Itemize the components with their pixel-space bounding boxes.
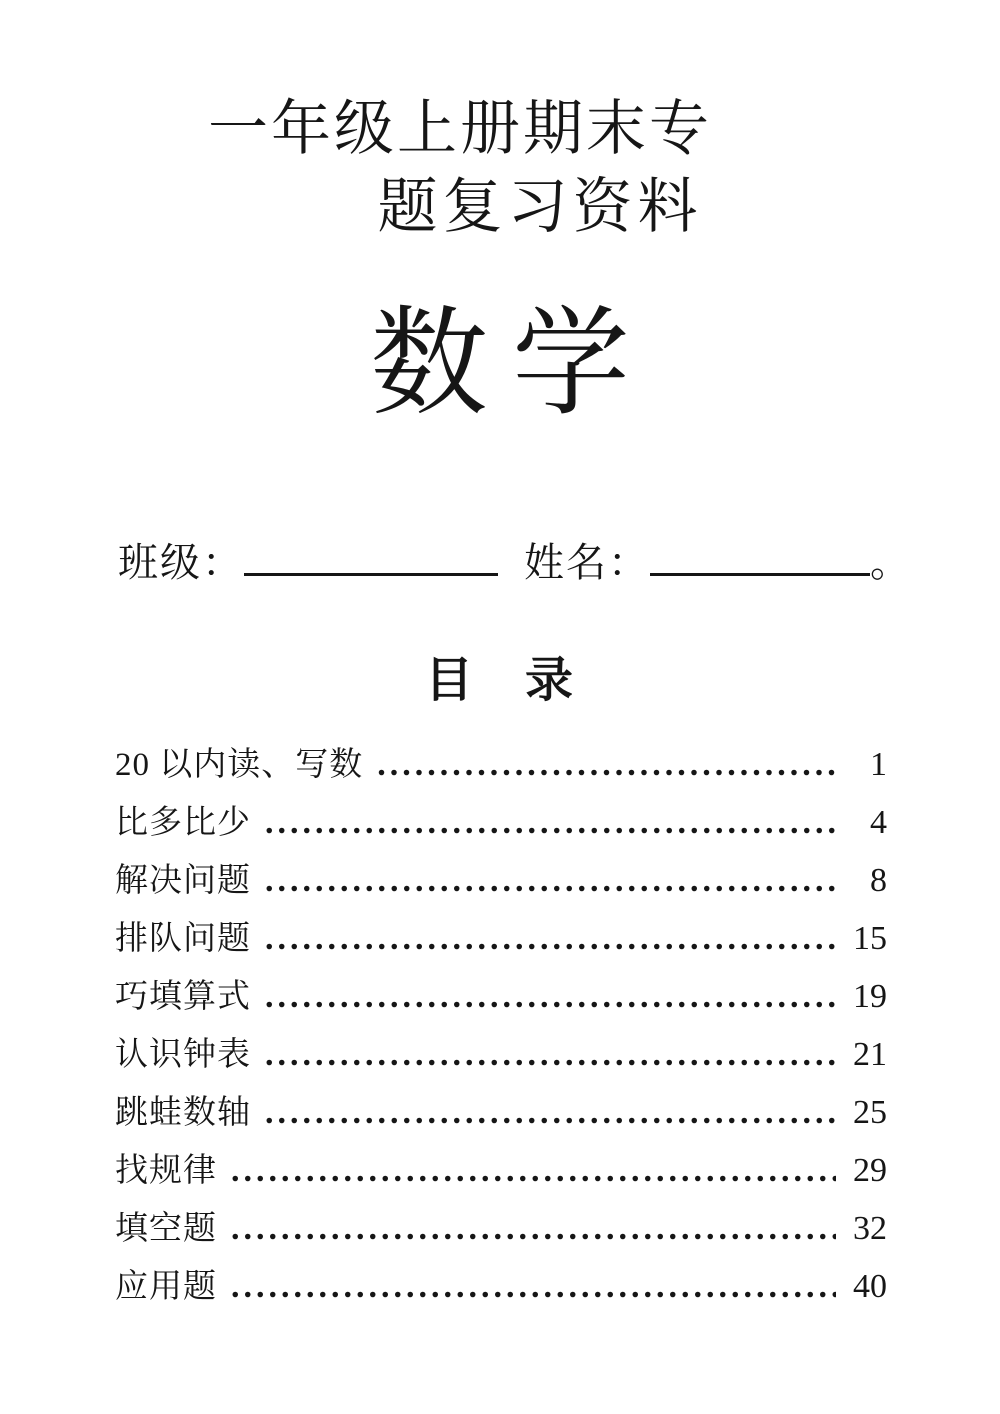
toc-entry-page: 32 — [853, 1210, 887, 1247]
toc-leader-dots — [265, 1026, 836, 1084]
toc-entry — [115, 968, 887, 1026]
toc-entry-page: 15 — [853, 920, 887, 957]
toc-entry — [115, 1200, 887, 1258]
toc-entry — [115, 910, 887, 968]
toc-entry — [115, 1142, 887, 1200]
toc-entry-label: 认识钟表 — [115, 1037, 251, 1073]
toc-entry-page: 29 — [853, 1152, 887, 1189]
toc-leader-dots — [265, 1084, 836, 1142]
toc-entry-page: 21 — [853, 1036, 887, 1073]
subject-title: 数学 — [369, 299, 654, 430]
class-blank-field — [244, 536, 498, 576]
toc-entry-page: 40 — [853, 1268, 887, 1305]
toc-entry — [115, 794, 887, 852]
toc-entry-label: 巧填算式 — [115, 979, 251, 1015]
toc-leader-dots — [231, 1200, 836, 1258]
name-label: 姓名： — [524, 540, 650, 585]
toc-entry-label: 20 以内读、写数 — [115, 747, 364, 783]
document-title-line1: 一年级上册期末专 — [208, 96, 712, 162]
toc-entry — [115, 1258, 887, 1316]
document-title-line2: 题复习资料 — [377, 174, 703, 240]
toc-leader-dots — [231, 1258, 836, 1316]
toc-entry-label: 应用题 — [115, 1269, 217, 1305]
sentence-period: 。 — [870, 540, 910, 585]
toc-leader-dots — [265, 968, 836, 1026]
toc-heading: 目 录 — [424, 654, 575, 707]
toc-entry-page: 1 — [870, 746, 887, 783]
title-block — [0, 0, 1000, 246]
toc-entry — [115, 736, 887, 794]
name-blank-field — [650, 536, 870, 576]
toc-entry-page: 25 — [853, 1094, 887, 1131]
toc-entry-label: 填空题 — [115, 1211, 217, 1247]
toc-leader-dots — [231, 1142, 836, 1200]
toc-entry — [115, 852, 887, 910]
toc-entry-page: 4 — [870, 804, 887, 841]
toc-leader-dots — [265, 910, 836, 968]
toc-list — [0, 736, 1000, 1316]
toc-entry-label: 解决问题 — [115, 863, 251, 899]
toc-entry-label: 找规律 — [115, 1153, 217, 1189]
toc-entry-label: 比多比少 — [115, 805, 251, 841]
toc-entry-page: 19 — [853, 978, 887, 1015]
toc-entry-label: 排队问题 — [115, 921, 251, 957]
toc-entry — [115, 1084, 887, 1142]
student-info-line — [0, 534, 1000, 592]
toc-entry-label: 跳蛙数轴 — [115, 1095, 251, 1131]
toc-entry-page: 8 — [870, 862, 887, 899]
toc-leader-dots — [265, 794, 836, 852]
toc-leader-dots — [377, 736, 836, 794]
toc-leader-dots — [265, 852, 836, 910]
class-label: 班级： — [118, 540, 244, 585]
toc-entry — [115, 1026, 887, 1084]
